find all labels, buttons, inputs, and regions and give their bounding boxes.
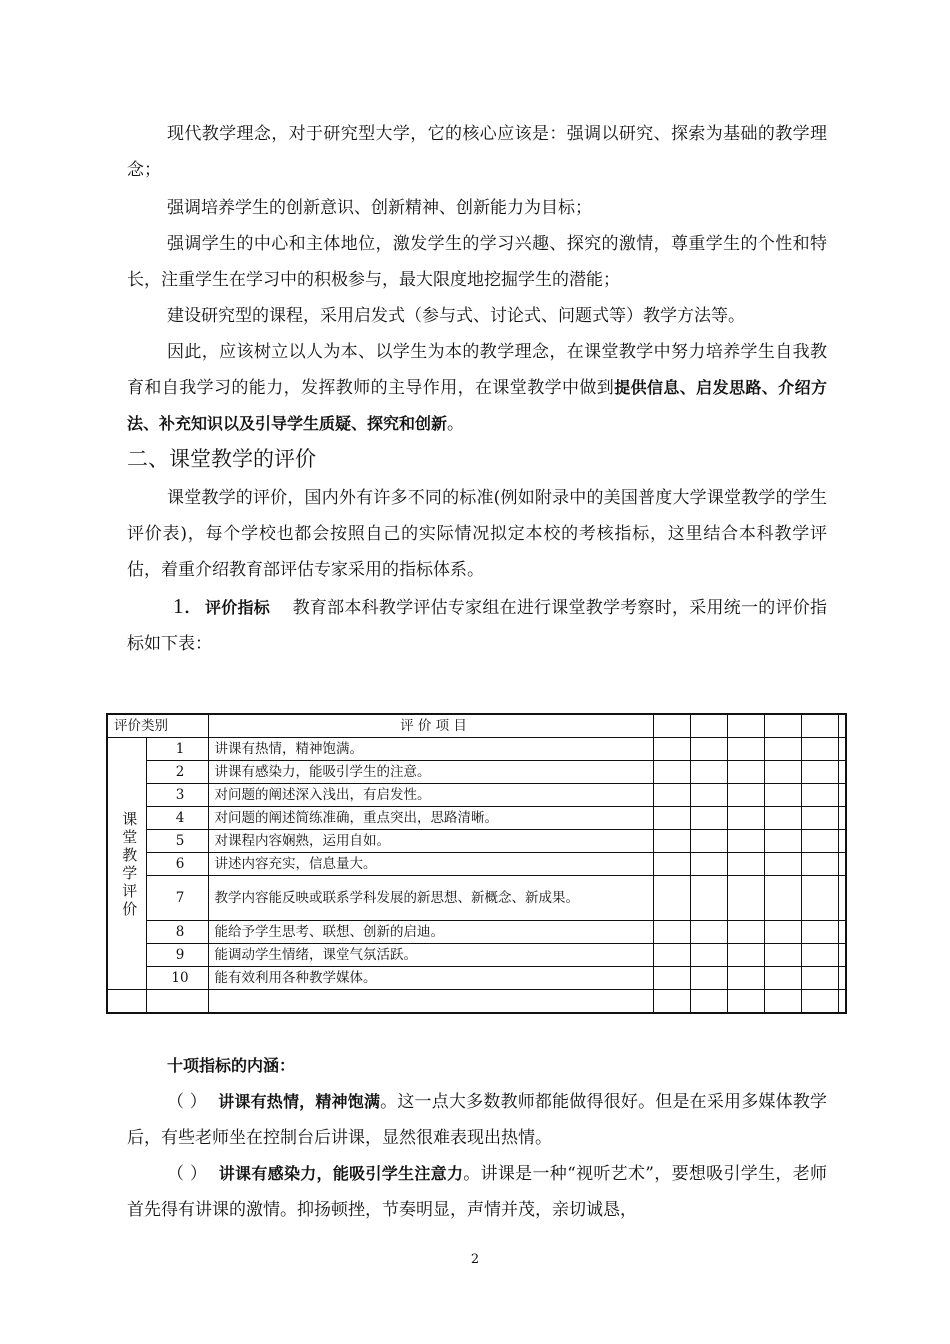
paragraph-evaluation-index [127,588,827,662]
header-item: 评 价 项 目 [208,714,653,738]
paragraph-evaluation-intro: 课堂教学的评价，国内外有许多不同的标准(例如附录中的美国普度大学课堂教学的学生评价表)，每个学校也都会按照自己的实际情况拟定本校的考核指标，这里结合本科教学评估，着重介绍教育部评估专家采用的指标体系。 [127,488,827,580]
item-text: 教育部本科教学评估专家组在进行课堂教学考察时，采用统一的评价指标如下表： [127,598,828,654]
table-row [107,761,846,784]
paragraph-therefore [127,334,827,442]
row-text: 能有效利用各种教学媒体。 [208,967,653,990]
therefore-end: 。 [447,414,465,434]
table-row [107,967,846,990]
header-category: 评价类别 [107,714,208,738]
item1-paren: （ ） [167,1092,207,1112]
item1-bold: 讲课有热情，精神饱满 [218,1092,381,1111]
table-row [107,876,846,921]
table-row [107,921,846,944]
paragraph-innovation-goal: 强调培养学生的创新意识、创新精神、创新能力为目标； [167,198,592,218]
item1-text: 。这一点大多数教师都能做得很好。但是在采用多媒体教学后，有些老师坐在控制台后讲课，显然很难表现出热情。 [127,1092,828,1148]
therefore-bold-text: 提供信息、启发思路、介绍方法、补充知识以及引导学生质疑、探究和创新 [127,378,827,433]
row-number: 7 [146,876,208,921]
row-text: 能给予学生思考、联想、创新的启迪。 [208,921,653,944]
item2-text: 。讲课是一种“视听艺术”，要想吸引学生，老师首先得有讲课的激情。抑扬顿挫，节奏明显，声情并茂，亲切诚恳， [127,1164,827,1220]
table-row [107,738,846,761]
paragraph-research-course: 建设研究型的课程，采用启发式（参与式、讨论式、问题式等）教学方法等。 [167,306,745,326]
row-text: 能调动学生情绪，课堂气氛活跃。 [208,944,653,967]
paragraph-student-center: 强调学生的中心和主体地位，激发学生的学习兴趣、探究的激情，尊重学生的个性和特长，注重学生在学习中的积极参与，最大限度地挖掘学生的潜能； [127,234,827,290]
evaluation-table [106,713,847,1014]
category-cell: 课 堂 教 学 评 价 [107,738,146,990]
row-number: 2 [146,761,208,784]
row-text: 讲课有热情，精神饱满。 [208,738,653,761]
paragraph-core-concept: 现代教学理念，对于研究型大学，它的核心应该是：强调以研究、探索为基础的教学理念； [127,124,827,180]
row-text: 对课程内容娴熟，运用自如。 [208,830,653,853]
therefore-text: 因此，应该树立以人为本、以学生为本的教学理念，在课堂教学中努力培养学生自我教育和自我学习的能力，发挥教师的主导作用，在课堂教学中做到 [127,342,827,398]
row-number: 4 [146,807,208,830]
table-row [107,830,846,853]
row-text: 讲课有感染力，能吸引学生的注意。 [208,761,653,784]
row-number: 5 [146,830,208,853]
row-text: 对问题的阐述深入浅出，有启发性。 [208,784,653,807]
row-number: 3 [146,784,208,807]
row-number: 9 [146,944,208,967]
row-number: 8 [146,921,208,944]
meaning-heading-text: 十项指标的内涵： [167,1056,296,1075]
item2-bold: 讲课有感染力，能吸引学生注意力 [218,1164,464,1183]
section-heading: 二、课堂教学的评价 [127,447,316,471]
table-row [107,784,846,807]
meaning-heading [127,1048,827,1084]
row-text: 对问题的阐述简练准确，重点突出，思路清晰。 [208,807,653,830]
row-text: 讲述内容充实，信息量大。 [208,853,653,876]
item2-paren: （ ） [167,1164,208,1184]
table-row [107,944,846,967]
table-row [107,853,846,876]
item-title: 评价指标 [205,598,270,617]
paragraph-meaning-2 [127,1156,827,1228]
table-header-row [107,714,846,738]
row-number: 1 [146,738,208,761]
row-text: 教学内容能反映或联系学科发展的新思想、新概念、新成果。 [208,876,653,921]
paragraph-meaning-1 [127,1084,827,1156]
page-number: 2 [470,1252,480,1267]
table-row [107,807,846,830]
table-empty-row [107,990,846,1014]
item-number: 1． [173,594,205,618]
row-number: 6 [146,853,208,876]
row-number: 10 [146,967,208,990]
